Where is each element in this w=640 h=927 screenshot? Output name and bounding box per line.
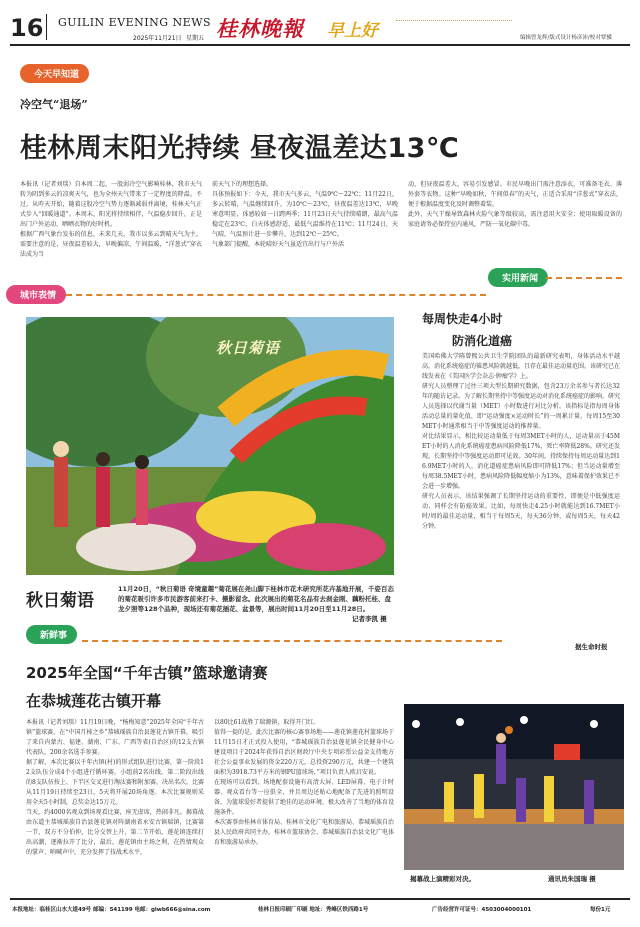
photo-title: 秋日菊语 — [26, 591, 94, 611]
editor-credits: 编辑曾龙辉/版式设计杨彦沛/校对覃骥 — [520, 35, 612, 41]
health-credit: 据生命时报 — [575, 643, 608, 651]
section-tag-today: 今天早知道 — [20, 64, 89, 83]
weather-body-col-1: 本报讯（记者刘琰）自本周二起，一股弱冷空气影响桂林，我市天气转为阴到多云的凉爽天气，也为全州天气带来了一定程度的降温。不过，从昨天开始，随着这股冷空气势力逐渐减弱并离境，桂林天气正式步入“回暖通道”。本周末，阳光将持续相伴，气温稳步回升，正是出门户外运动、晒晒衣物的好时机。 根据广西气象台发布的信息，未来几天，我市以多云到晴天气为主，需要注意的是，昼夜温差较大，早晚偏凉，午间温暖，“洋葱式”穿衣法成为当 — [20, 181, 202, 258]
footer-address: 本报地址：临桂区山水大道49号 邮编：541199 电邮：glwb666@sina.com — [12, 907, 211, 913]
section-divider — [82, 640, 502, 642]
basketball-headline-2: 在恭城莲花古镇开幕 — [26, 692, 162, 710]
photo-sign-text: 秋日菊语 — [216, 339, 281, 357]
weather-body-col-2: 前天气下的理想选择。 具体预报如下：今天，我市天气多云，气温9℃～22℃；11月22日，多云转晴，气温继续回升，为10℃～23℃，昼夜温差达13℃，早晚寒意明显，体感较如一日跨两季；11月23日天气持续晴朗，最高气温稳定在23℃，白天体感舒适，最低气温维持在11℃；11月24日，天气晴，气温预计进一步攀升，达到12℃～25℃。 气象部门提醒，本轮晴好天气虽适宜出行与户外活 — [212, 181, 398, 248]
section-name: 早上好 — [327, 21, 378, 41]
issue-weekday: 星期五 — [186, 35, 205, 42]
footer-price: 每份1元 — [590, 907, 611, 913]
basketball-headline-1: 2025年全国“千年古镇”篮球邀请赛 — [26, 664, 268, 682]
section-tag-new: 新鲜事 — [26, 625, 77, 644]
health-headline-2: 防消化道癌 — [452, 334, 513, 348]
section-tag-city: 城市表情 — [6, 285, 66, 304]
basketball-photo-caption: 揭幕战上演精彩对决。 — [410, 875, 475, 883]
footer-license: 广告经营许可证号：4503004000101 — [432, 907, 532, 913]
masthead-logo: 桂林晚報 — [216, 16, 304, 41]
basketball-photo-credit: 通讯员朱国瑞 摄 — [548, 875, 596, 883]
page-footer — [0, 898, 640, 927]
footer-printer: 桂林日报印刷厂印刷 地址：秀峰区铁西路1号 — [258, 907, 369, 913]
health-body: 美国哈佛大学陈曾熙公共卫生学院团队的最新研究表明，身体活动水平越高，消化系统癌症的罹患风险就越低，且存在最佳运动量范围。该研究已在线发表在《美国医学会杂志·肿瘤学》上。 研究人员整理了过往三项大型长期研究数据，包含23万余名参与者长达32年的随访记录。为了解长期坚持中等强度运动对消化系统癌症的影响，研究人员选择以代谢当量（MET）小时数进行对比分析。该指标是指每周身体活动总量的量化值，即“运动强度×运动时长”的一周累计量。每周15至30MET小时通常相当于中等强度运动的推荐量。 对比结果显示，相比较运动量低于每周3MET小时的人，运动量高于45MET小时的人消化系统癌症患病风险降低17%，死亡率降低28%。研究还发现，长期坚持中等强度运动即可见效。30年间，持续保持每周运动量达到16.9MET小时的人，消化道癌症患病风险即可降低17%；但当运动量增至每周38.5MET小时，患病风险降低幅度缩小为13%，意味着保护效果已不会进一步增强。 研究人员表示，该结果强调了长期坚持运动的重要性，即便是中低强度运动，同样会有防癌效果。比如，每周快走4.25小时就能达到16.7MET小时/周的最佳运动量，相当于每周5天，每天36分钟，或每周5天，每天42分钟。 — [422, 353, 620, 530]
page-header — [0, 0, 640, 46]
basketball-body-col-2: 以80比61战胜了瑞源镇，取得开门红。 值得一提的是，此次比赛的核心赛事场地——莲花镇莲花村篮球场于11月15日才正式投入使用，“恭城瑶族自治县莲花镇全民健身中心建设项目于2024年获得自治区财政厅中央专项彩票公益金支持地方社会公益事业发展的资金220万元，总投资290万元，共建一个建筑面积为3918.73平方米的钢PU篮球场，”项目负责人欧启安说。 在现场可以看到，场地配套设施有高清大屏、LED屏幕、电子计时器、观众看台等一应俱全，并且周边还贴心地配备了先进的照明设备，为篮球爱好者提供了绝佳的运动环境，极大改善了当地的体育设施条件。 本次赛事由桂林市体育局、桂林市文化广电和旅游局、恭城瑶族自治县人民政府共同主办，桂林市篮球协会、恭城瑶族自治县文化广电体育和旅游局承办。 — [214, 719, 394, 846]
flower-show-photo — [26, 317, 394, 575]
flower-show-illustration — [26, 317, 394, 575]
section-tag-practical: 实用新闻 — [488, 268, 548, 287]
issue-date: 2025年11月21日 — [133, 35, 182, 42]
photo-credit: 记者李凯 摄 — [352, 615, 387, 623]
story-kicker: 冷空气“退场” — [20, 98, 88, 111]
section-divider — [66, 294, 486, 296]
section-divider — [546, 277, 622, 279]
story-headline: 桂林周末阳光持续 昼夜温差达13℃ — [20, 133, 460, 164]
photo-caption: 11月20日，“秋日菊语 奇境童趣”菊花展在尧山脚下桂林市花木研究所花卉基地开展，千姿百态的菊花吸引许多市民游客前来打卡、摄影留念。此次展出的菊花名品有去刹金刚、藕粉托桂、盘龙夕照等128个品种，现场还有菊花插花、盆景等，展出时间11月20日至11月28日。 — [118, 585, 394, 613]
paper-name-en: GUILIN EVENING NEWS — [58, 16, 212, 29]
health-headline-1: 每周快走4小时 — [422, 312, 503, 326]
page-number: 16 — [10, 14, 44, 42]
weather-body-col-3: 动，但昼夜温差大，容易引发感冒。市民早晚出门需注意添衣，可准备毛衣、薄外套等衣物。这种“早晚如秋，午间似春”的天气，正适合采用“洋葱式”穿衣法，便于根据温度变化及时调整着装。 此外，天气干燥导致森林火险气象等级较高，需注意用火安全；使用取暖设备的家庭请务必保持室内通风，严防一氧化碳中毒。 — [408, 181, 622, 228]
basketball-body-col-1: 本报讯（记者刘琰）11月19日晚，“杨梅知意”2025年全国“千年古镇”篮球赛，在“中国月柿之乡”恭城瑶族自治县莲花古镇开幕，吸引了来自内蒙古、福建、湖南、广东、广西等省(自治区)的12支古镇代表队，200余名选手参赛。 据了解，本次比赛以千年古镇(村)的形式组队进行比赛，第一阶段12支队伍分成4个小组进行循环赛，小组前2名出线，第二阶段出线的8支队伍按上、下半区交叉进行淘汰赛和附加赛，决出名次。比赛从11月19日持续至23日，5天将开展20场角逐。本次比赛规则采用全天5小时制，总奖金达15万元。 当天，约4000名观众到场观看比赛，座无虚席，热闹非凡。揭幕战由东道主恭城瑶族自治县莲花镇对阵湖南省永安古镇瑞镇，比赛第一节，双方不分伯仲，比分交替上升，第二节开始，莲花镇连续打出高潮，逐渐拉开了比分，最后，莲花镇由主场之利，在热情观众的掌声、呐喊声中，充分发挥了技战术水平， — [26, 719, 204, 856]
basketball-game-illustration — [404, 704, 624, 870]
basketball-photo — [404, 704, 624, 870]
